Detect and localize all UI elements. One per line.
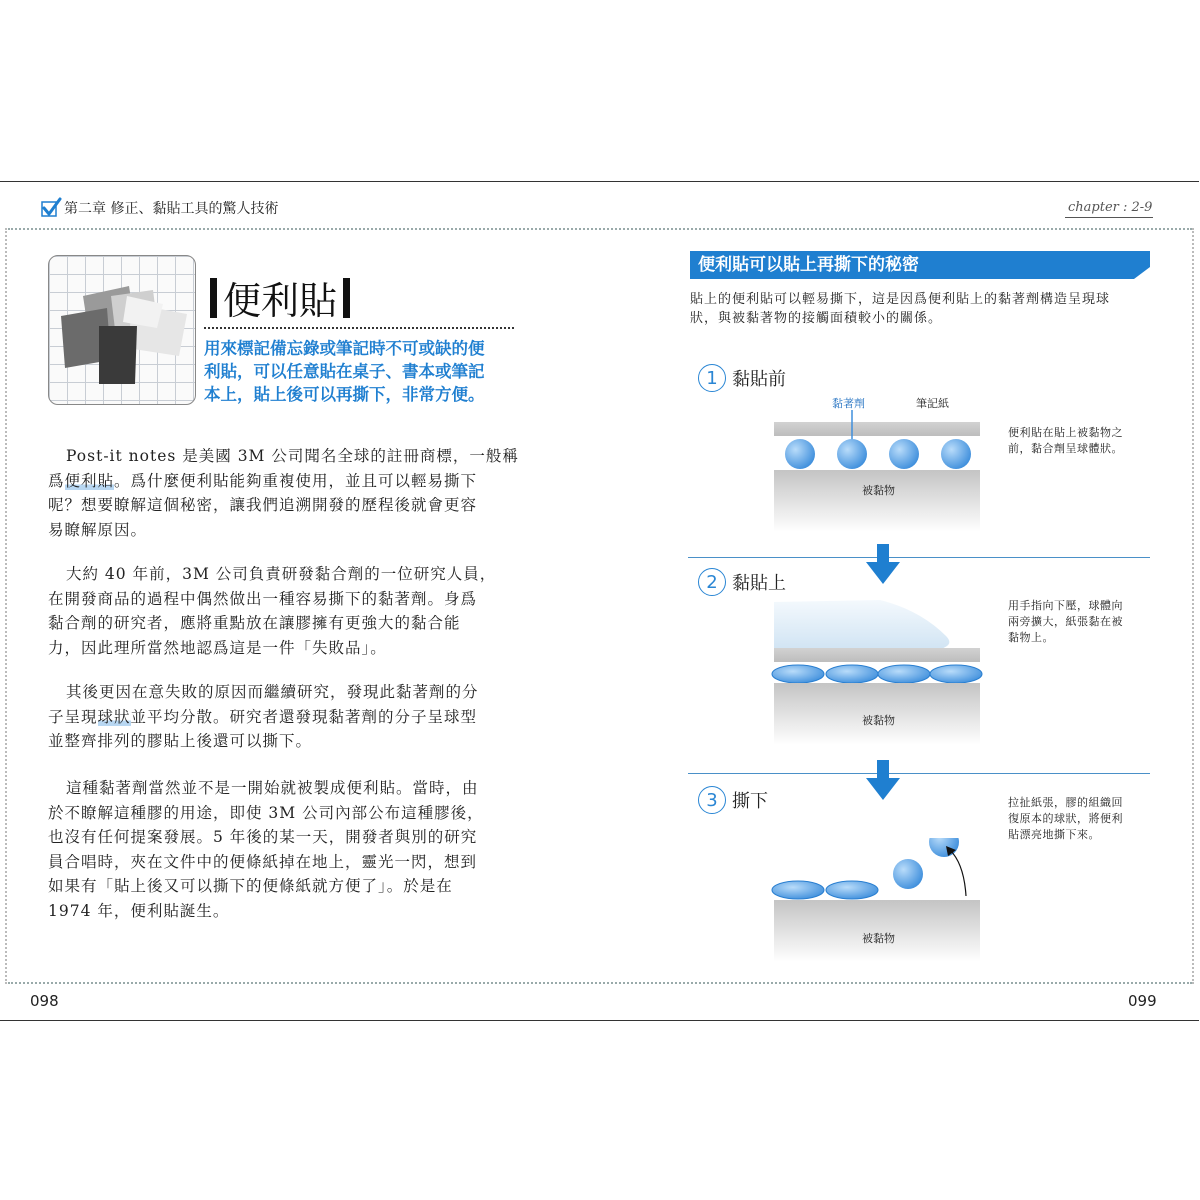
page-title: 便利貼 [204,270,356,325]
paper-label: 筆記紙 [916,397,949,410]
body-paragraph-1: Post-it notes 是美國 3M 公司聞名全球的註冊商標，一般稱 爲便利貼。爲什麼便利貼能夠重複使用，並且可以輕易撕下 呢？想要瞭解這個秘密，讓我們追溯開發的歷程後就會更容 易瞭解原因。 [48,447,519,539]
bottom-dotted-rule [8,982,1192,984]
surface-label: 被黏物 [862,932,895,945]
page-number-left: 098 [30,992,59,1010]
down-arrow-icon [866,544,900,584]
step-3-diagram [770,838,986,968]
adhesive-label: 黏著劑 [832,397,865,410]
step-1-heading: 1 黏貼前 [698,364,786,392]
step-1-note: 便利貼在貼上被黏物之 前，黏合劑呈球體狀。 [1008,426,1123,455]
step-number: 2 [698,568,726,596]
section-description: 貼上的便利貼可以輕易撕下，這是因爲便利貼上的黏著劑構造呈現球 狀，與被黏著物的接觸面積較小的關係。 [690,292,1111,326]
title-bar-left [210,278,217,318]
highlight-term: 球狀 [97,707,131,726]
finger-icon [774,600,949,652]
lead-paragraph: 用來標記備忘錄或筆記時不可或缺的便 利貼，可以任意貼在桌子、書本或筆記 本上，貼上後可以再撕下，非常方便。 [204,339,485,404]
step-divider-1 [688,557,1150,558]
sticky-notes-icon [49,256,195,404]
running-header [40,197,278,219]
step-2-heading: 2 黏貼上 [698,568,786,596]
chapter-code: chapter : 2-9 [1068,200,1153,215]
top-dotted-rule [8,228,1192,230]
title-bar-right [343,278,350,318]
step-2-note: 用手指向下壓，球體向 兩旁擴大，紙張黏在被 黏物上。 [1008,599,1123,644]
step-number: 1 [698,364,726,392]
surface-label: 被黏物 [862,714,895,727]
step-2-diagram [770,600,986,760]
surface-label: 被黏物 [862,484,895,497]
section-title: 便利貼可以貼上再撕下的秘密 [690,251,1138,279]
highlight-term: 便利貼 [64,471,115,490]
left-dotted-margin [5,228,7,984]
step-1-diagram [770,410,986,540]
body-paragraph-3: 其後更因在意失敗的原因而繼續研究，發現此黏著劑的分 子呈現球狀並平均分散。研究者還發現黏著劑的分子呈球型 並整齊排列的膠貼上後還可以撕下。 [48,683,479,750]
body-paragraph-2: 大約 40 年前，3M 公司負責研發黏合劑的一位研究人員， 在開發商品的過程中偶然做出一種容易撕下的黏著劑。身爲 黏合劑的研究者，應將重點放在讓膠擁有更強大的黏合能 力，因此理所當然地認爲這是一件「失敗品」。 [48,565,497,657]
step-divider-2 [688,773,1150,774]
step-3-note: 拉扯紙張，膠的組織回 復原本的球狀，將便利 貼漂亮地撕下來。 [1008,796,1123,841]
title-dotted-rule [204,327,514,329]
book-spread [0,181,1199,1021]
step-3-heading: 3 撕下 [698,786,768,814]
sticky-notes-illustration [48,255,196,405]
down-arrow-icon [866,760,900,800]
chapter-code-underline [1065,217,1153,218]
section-title-fold [1134,267,1150,279]
chapter-title: 第二章 修正、黏貼工具的驚人技術 [64,201,279,217]
right-dotted-margin [1192,228,1194,984]
body-paragraph-4: 這種黏著劑當然並不是一開始就被製成便利貼。當時，由 於不瞭解這種膠的用途，即使 3M 公司內部公布這種膠後， 也沒有任何提案發展。5 年後的某一天，開發者與別的研究 員合唱時，夾在文件中的便條紙掉在地上，靈光一閃，想到 如果有「貼上後又可以撕下的便條紙就方便了」。於是在 1974 年，便利貼誕生。 [48,779,484,920]
step-number: 3 [698,786,726,814]
page-number-right: 099 [1128,992,1157,1010]
checkmark-icon [40,197,62,219]
